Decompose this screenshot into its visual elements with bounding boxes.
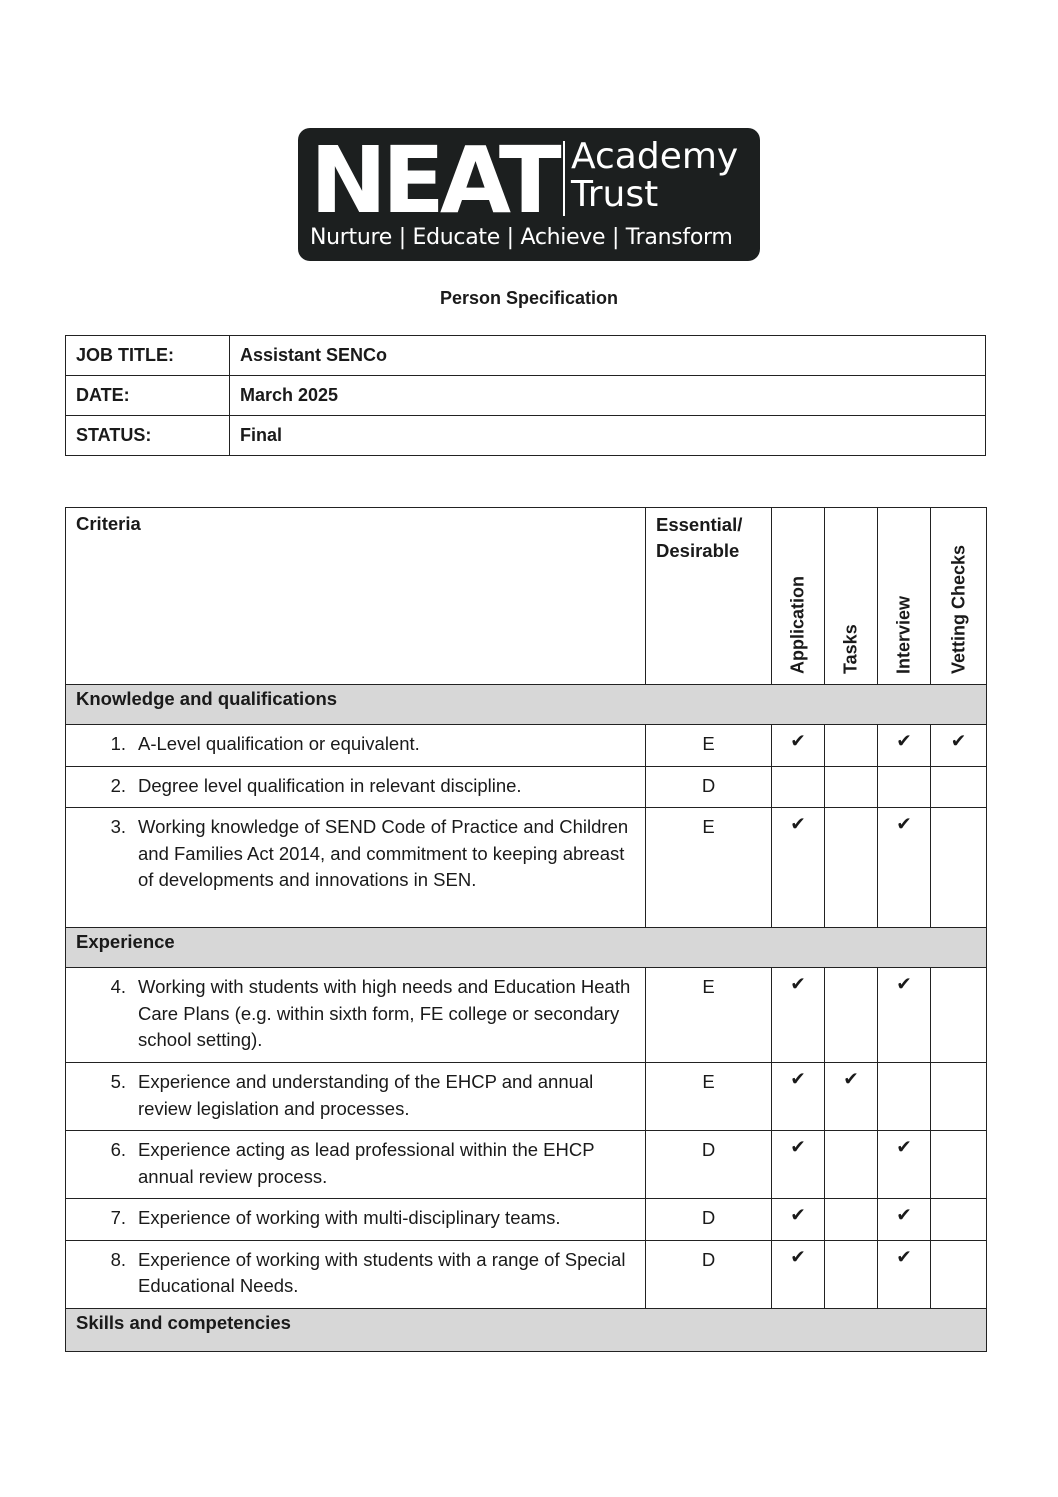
header-essential-desirable: Essential/ Desirable: [646, 508, 772, 685]
criteria-row: [66, 766, 987, 808]
criteria-number: 5.: [110, 1071, 126, 1092]
interview-check-cell: ✔: [878, 1131, 931, 1199]
neat-academy-trust-logo: [298, 128, 760, 261]
criteria-cell: [66, 725, 646, 767]
vetting-check-cell: [931, 1199, 987, 1241]
essential-desirable-cell: E: [646, 968, 772, 1063]
application-check-cell: ✔: [772, 968, 825, 1063]
header-criteria: Criteria: [66, 508, 646, 685]
section-title: Skills and competencies: [66, 1308, 987, 1351]
criteria-cell: [66, 1131, 646, 1199]
criteria-header-row: [66, 508, 987, 685]
info-value: Assistant SENCo: [230, 336, 986, 376]
criteria-number: 4.: [110, 976, 126, 997]
interview-check-cell: ✔: [878, 808, 931, 928]
criteria-cell: [66, 766, 646, 808]
logo-brand: NEAT: [310, 127, 557, 234]
vetting-check-cell: [931, 1063, 987, 1131]
criteria-table: [65, 507, 987, 1352]
criteria-cell: [66, 1063, 646, 1131]
criteria-row: [66, 1240, 987, 1308]
interview-check-cell: [878, 766, 931, 808]
section-row: [66, 928, 987, 968]
vetting-check-cell: [931, 766, 987, 808]
essential-desirable-cell: E: [646, 808, 772, 928]
application-check-cell: ✔: [772, 1063, 825, 1131]
criteria-cell: [66, 808, 646, 928]
tasks-check-cell: [825, 766, 878, 808]
criteria-number: 7.: [110, 1207, 126, 1228]
section-title: Experience: [66, 928, 987, 968]
criteria-row: [66, 725, 987, 767]
vetting-check-cell: [931, 808, 987, 928]
criteria-number: 8.: [110, 1248, 126, 1270]
logo-divider: [563, 141, 565, 216]
interview-check-cell: [878, 1063, 931, 1131]
tasks-check-cell: [825, 1240, 878, 1308]
criteria-cell: [66, 968, 646, 1063]
essential-desirable-cell: D: [646, 1199, 772, 1241]
criteria-number: 6.: [110, 1139, 126, 1160]
interview-check-cell: ✔: [878, 725, 931, 767]
criteria-row: [66, 1199, 987, 1241]
header-tasks-label: Tasks: [840, 624, 861, 674]
interview-check-cell: ✔: [878, 968, 931, 1063]
application-check-cell: ✔: [772, 725, 825, 767]
logo-line2: Trust: [571, 174, 659, 215]
vetting-check-cell: [931, 1131, 987, 1199]
application-check-cell: ✔: [772, 1131, 825, 1199]
criteria-number: 3.: [110, 816, 126, 837]
header-application: [772, 508, 825, 685]
info-key: JOB TITLE:: [66, 336, 230, 376]
essential-desirable-cell: D: [646, 766, 772, 808]
criteria-text: Experience of working with students with a range of Special Educational Needs.: [138, 1248, 626, 1296]
criteria-text: Working knowledge of SEND Code of Practice and Children and Families Act 2014, and commitment to keeping abreast of developments and innovations in SEN.: [138, 816, 629, 890]
info-row-status: [66, 416, 986, 456]
criteria-text: Degree level qualification in relevant discipline.: [138, 774, 522, 796]
header-tasks: [825, 508, 878, 685]
vetting-check-cell: ✔: [931, 725, 987, 767]
header-vetting: [931, 508, 987, 685]
logo-tagline: Nurture | Educate | Achieve | Transform: [310, 225, 733, 250]
interview-check-cell: ✔: [878, 1199, 931, 1241]
section-title: Knowledge and qualifications: [66, 685, 987, 725]
application-check-cell: ✔: [772, 1240, 825, 1308]
tasks-check-cell: [825, 1199, 878, 1241]
header-interview-label: Interview: [893, 595, 914, 674]
criteria-cell: [66, 1240, 646, 1308]
section-row: [66, 1308, 987, 1351]
criteria-row: [66, 808, 987, 928]
essential-desirable-cell: E: [646, 725, 772, 767]
application-check-cell: ✔: [772, 808, 825, 928]
logo-line1: Academy: [571, 136, 739, 177]
header-interview: [878, 508, 931, 685]
tasks-check-cell: [825, 808, 878, 928]
essential-desirable-cell: D: [646, 1240, 772, 1308]
info-row-date: [66, 376, 986, 416]
interview-check-cell: ✔: [878, 1240, 931, 1308]
criteria-row: [66, 1131, 987, 1199]
info-key: DATE:: [66, 376, 230, 416]
page-title: Person Specification: [439, 288, 619, 308]
job-info-table: [65, 335, 986, 456]
tasks-check-cell: [825, 1131, 878, 1199]
tasks-check-cell: ✔: [825, 1063, 878, 1131]
vetting-check-cell: [931, 968, 987, 1063]
info-row-job-title: [66, 336, 986, 376]
essential-desirable-cell: E: [646, 1063, 772, 1131]
application-check-cell: [772, 766, 825, 808]
application-check-cell: ✔: [772, 1199, 825, 1241]
info-key: STATUS:: [66, 416, 230, 456]
criteria-row: [66, 1063, 987, 1131]
criteria-cell: [66, 1199, 646, 1241]
header-application-label: Application: [787, 576, 808, 674]
tasks-check-cell: [825, 725, 878, 767]
criteria-number: 2.: [110, 774, 126, 796]
vetting-check-cell: [931, 1240, 987, 1308]
criteria-row: [66, 968, 987, 1063]
criteria-text: Experience of working with multi-disciplinary teams.: [138, 1207, 561, 1228]
info-value: Final: [230, 416, 986, 456]
info-value: March 2025: [230, 376, 986, 416]
criteria-text: A-Level qualification or equivalent.: [138, 733, 420, 754]
essential-desirable-cell: D: [646, 1131, 772, 1199]
criteria-text: Experience acting as lead professional within the EHCP annual review process.: [138, 1139, 595, 1187]
criteria-text: Working with students with high needs and Education Heath Care Plans (e.g. within sixth form, FE college or secondary school setting).: [138, 976, 631, 1050]
header-vetting-label: Vetting Checks: [948, 544, 968, 674]
criteria-text: Experience and understanding of the EHCP and annual review legislation and processes.: [138, 1071, 594, 1119]
section-row: [66, 685, 987, 725]
tasks-check-cell: [825, 968, 878, 1063]
criteria-number: 1.: [110, 733, 126, 754]
